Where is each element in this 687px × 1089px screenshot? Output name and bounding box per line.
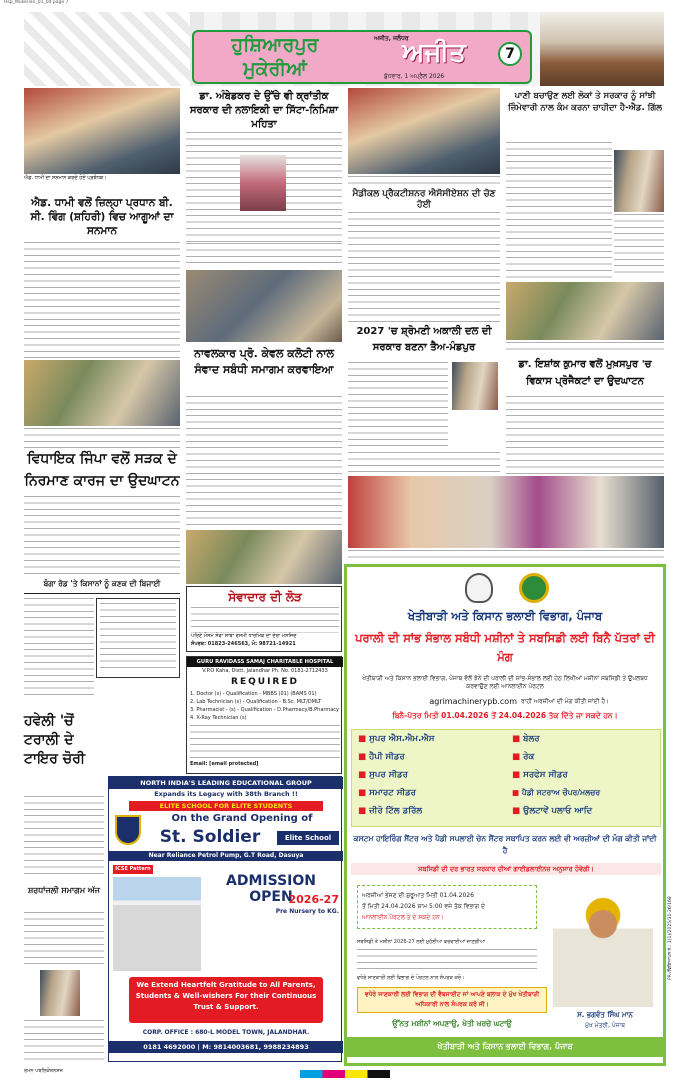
photo-story-8 [24,360,180,426]
school-expands: Expands its Legacy with 38th Branch !! [154,790,298,798]
recruit-address: V.P.O Kaha, Distt. Jalandhar Ph. No. 0181-2712433 [202,668,328,674]
recruit-role-1: 1. Doctor (s) - Qualification - MBBS (01) (BAMS 01) [190,691,317,697]
govt-banner: ਵਧੇਰੇ ਜਾਣਕਾਰੀ ਲਈ ਵਿਭਾਗ ਦੀ ਵੈਬਸਾਈਟ ਜਾਂ ਆਪਣੇ ਬਲਾਕ ਦੇ ਮੁੱਖ ਖੇਤੀਬਾੜੀ ਅਧਿਕਾਰੀ ਨਾਲ ਸੰਪਰਕ ਕਰੋ ਜੀ। [357,987,547,1013]
masthead-paper-name: ਅਜੀਤ [402,38,466,68]
school-icse: ICSE Pattern [113,865,153,874]
photo-wide [348,476,664,548]
headline-story-7: ਡਾ. ਇਸ਼ਾਂਕ ਕੁਮਾਰ ਵਲੋਂ ਮੁਖ਼ਸਪੁਰ 'ਚ ਵਿਕਾਸ ਪ੍ਰੋਜੈਕਟਾਂ ਦਾ ਉਦਘਾਟਨ [518,359,652,387]
body-story-10 [24,796,104,878]
headline-story-2: ਡਾ. ਅੰਬੇਡਕਰ ਦੇ ਉੱਚੇ ਵੀ ਕ੍ਰਾਂਤੀਕ ਸਰਕਾਰ ਦੀ ਨਲਾਇਕੀ ਦਾ ਸਿੱਟਾ-ਨਿਮਿਸ਼ਾ ਮਹਿਤਾ [189,91,339,130]
photo-story-2 [240,155,286,211]
masthead-left-title-1: ਹੁਸ਼ਿਆਰਪੁਰ [231,34,319,56]
recruit-body [190,725,340,759]
cm-title: ਮੁੱਖ ਮੰਤਰੀ, ਪੰਜਾਬ [584,1022,626,1029]
body-story-4 [506,142,612,278]
body-story-6b [348,452,500,472]
body-story-12b [24,1020,104,1060]
govt-fine-print [357,949,537,973]
headline-story-3: ਮੈਡੀਕਲ ਪ੍ਰੈਕਟੀਸ਼ਨਰ ਐਸੋਸੀਏਸ਼ਨ ਦੀ ਚੋਣ ਹੋਈ [352,189,496,210]
sevadar-body [191,607,339,633]
govt-chc: ਕਸਟਮ ਹਾਇਰਿੰਗ ਸੈਂਟਰ ਅਤੇ ਪੈਡੀ ਸਪਲਾਈ ਚੇਨ ਸੈਂਟਰ ਸਥਾਪਿਤ ਕਰਨ ਲਈ ਵੀ ਅਰਜ਼ੀਆਂ ਦੀ ਮੰਗ ਕੀਤੀ ਜਾਂਦੀ ਹੈ [353,834,657,855]
recruit-org: GURU RAVIDASS SAMAJ CHARITABLE HOSPITAL [187,657,343,667]
school-ad [108,776,342,1062]
body-story-5 [186,396,342,526]
school-session: 2026-27 [288,893,339,906]
govt-portal: agrimachinerypb.com [429,697,517,706]
recruit-role-2: 2. Lab Technician (s) - Qualification - B.Sc. MLT/DMLT [190,699,322,705]
machine-left-3: ■ ਸੁਪਰ ਸੀਡਰ [358,770,508,784]
masthead-paper-small: ਅਜੀਤ, ਜਲੰਧਰ [374,35,409,42]
school-phones: 0181 4692000 | M: 9814003681, 9988234893 [109,1041,343,1053]
govt-mid-1: ਸਬਸਿਡੀ ਤੇ ਮਸ਼ੀਨਾਂ 2026-27 ਲਈ ਮੁਹੱਈਆ ਕਰਵਾਈਆਂ ਜਾਣਗੀਆਂ [357,939,486,945]
footer-left: ਰਮਨ ਪਬਲਿਕੇਸ਼ਨਸ਼ਜ਼ [24,1068,63,1074]
boxed-story [96,598,180,678]
machine-right-1: ■ ਬੇਲਰ [512,734,660,748]
divider [24,593,180,594]
body-story-2b [186,243,342,267]
body-story-12 [24,912,104,966]
page-number-badge: 7 [498,42,522,66]
school-crest-icon [115,815,141,845]
recruit-heading: REQUIRED [231,677,299,687]
govt-slogan: ਉੱਨਤ ਮਸ਼ੀਨਾਂ ਅਪਣਾਉ, ਖੇਤੀ ਖਰਚੇ ਘਟਾਉ [392,1019,512,1028]
masthead-right-photo [540,12,664,86]
photo-story-4 [614,150,664,212]
govt-title: ਪਰਾਲੀ ਦੀ ਸਾਂਭ ਸੰਭਾਲ ਸਬੰਧੀ ਮਸ਼ੀਨਾਂ ਤੇ ਸਬਸਿਡੀ ਲਈ ਬਿਨੈ ਪੱਤਰਾਂ ਦੀ ਮੰਗ [355,631,655,664]
dates-box [357,885,537,929]
recruitment-ad [186,656,342,774]
slug-line: Hsp_Mukerian_01_04 page 7 [4,0,69,5]
photo-story-5 [186,270,342,342]
body-story-7 [506,396,664,476]
recruit-role-3: 3. Pharmacist - (s) - Qualification - D.Pharmacy/B.Pharmacy [190,707,340,713]
recruit-role-4: 4. X-Ray Technician (s) [190,715,247,721]
cm-name: ਸ. ਭਗਵੰਤ ਸਿੰਘ ਮਾਨ [577,1011,633,1019]
school-elite-line: ELITE SCHOOL FOR ELITE STUDENTS [129,801,323,811]
govt-portal-suffix: ਰਾਹੀਂ ਅਰਜ਼ੀਆਂ ਦੀ ਮੰਗ ਕੀਤੀ ਜਾਂਦੀ ਹੈ। [521,698,610,705]
govt-ad [344,564,666,1066]
govt-dept: ਖੇਤੀਬਾੜੀ ਅਤੇ ਕਿਸਾਨ ਭਲਾਈ ਵਿਭਾਗ, ਪੰਜਾਬ [407,609,603,623]
tribute-title: ਸ਼ਰਧਾਂਜਲੀ ਸਮਾਗਮ ਅੱਜ [27,886,101,895]
headline-story-5: ਨਾਵਲਕਾਰ ਪ੍ਰੋ. ਕੇਵਲ ਕਲੋਟੀ ਨਾਲ ਸੰਵਾਦ ਸਬੰਧੀ ਸਮਾਗਮ ਕਰਵਾਇਆ [194,347,334,376]
govt-emblem-icon [465,573,493,603]
caption-story-3 [348,176,500,188]
masthead-date: ਬੁੱਧਵਾਰ, 1 ਅਪ੍ਰੈਲ 2026 [384,73,445,80]
cm-photo [553,895,653,1007]
caption-story-8 [24,428,180,448]
govt-red-note: ਸਬਸਿਡੀ ਦੀ ਦਰ ਭਾਰਤ ਸਰਕਾਰ ਦੀਆਂ ਗਾਈਡਲਾਈਨਜ਼ ਅਨੁਸਾਰ ਹੋਵੇਗੀ। [351,863,661,875]
govt-side-code: PR-/ਵਿਗਿਆਪਨ ਨੰ.: 1(1)/2025/31-26/168 [668,896,673,980]
body-story-3 [348,212,500,322]
masthead-left-title-2: ਮੁਕੇਰੀਆਂ [243,58,307,80]
machine-left-4: ■ ਸਮਾਰਟ ਸੀਡਰ [358,788,508,802]
school-name: St. Soldier [159,827,261,847]
recruit-email: Email: [email protected] [190,761,259,767]
govt-deadline: ਬਿਨੈ-ਪੱਤਰ ਮਿਤੀ 01.04.2026 ਤੋਂ 24.04.2026 ਤੱਕ ਦਿੱਤੇ ਜਾ ਸਕਦੇ ਹਨ। [392,711,618,720]
sevadar-line: ਪਰਿਣੇ ਮੌਸਮ ਸੇਵਾ ਸਾਬਾ ਰਸਮੀ ਧਾਰਮਿਕ ਦਾ ਦੇਰਾ ਮਸਜਿਦ [191,633,297,639]
dates-line-2: ਤੋਂ ਮਿਤੀ 24.04.2026 ਸ਼ਾਮ 5:00 ਵਜੇ ਤੱਕ ਵਿਭਾਗ ਦੇ [362,903,485,910]
school-grand: On the Grand Opening of [171,813,313,824]
photo-story-6 [452,362,498,410]
machine-left-5: ■ ਜ਼ੀਰੋ ਟਿੱਲ ਡਰਿੱਲ [358,806,508,820]
dates-line-1: ਅਰਜ਼ੀਆਂ ਭੇਜਣ ਦੀ ਸ਼ੁਰੂਆਤ ਮਿਤੀ 01.04.2026 [362,892,474,899]
body-story-6 [348,362,448,450]
govt-mid-2: ਵਧੇਰੇ ਜਾਣਕਾਰੀ ਲਈ ਵਿਭਾਗ ਦੇ ਪੋਰਟਲ ਨਾਲ ਸੰਪਰਕ ਕਰੋ। [357,975,465,981]
caption-story-7 [506,342,664,354]
machine-right-5: ■ ਉਲਟਾਵੇਂ ਪਲਾਓ ਆਦਿ [512,806,660,820]
masthead [192,30,532,84]
school-gratitude: We Extend Heartfelt Gratitude to All Parents, Students & Well-wishers For their Continuous Trust & Support. [129,977,323,1023]
school-classes: Pre Nursery to KG. [275,908,339,915]
photo-story-7 [506,282,664,340]
school-location: Near Reliance Petrol Pump, G.T Road, Dasuya [109,851,343,861]
school-top-line: NORTH INDIA'S LEADING EDUCATIONAL GROUP [109,777,343,789]
tribute-photo [40,970,80,1016]
headline-story-8: ਵਿਧਾਇਕ ਜਿੰਪਾ ਵਲੋਂ ਸੜਕ ਦੇ ਨਿਰਮਾਣ ਕਾਰਜ ਦਾ ਉਦਘਾਟਨ [24,451,180,489]
masthead-left-decor [24,12,190,86]
school-office: CORP. OFFICE : 680-L MODEL TOWN, JALANDHAR. [142,1029,310,1036]
body-story-4b [614,214,664,278]
headline-story-1: ਐਡ. ਧਾਮੀ ਵਲੋਂ ਜ਼ਿਲ੍ਹਾ ਪ੍ਰਧਾਨ ਬੀ. ਸੀ. ਵਿੰਗ (ਸ਼ਹਿਰੀ) ਵਿਚ ਆਗੂਆਂ ਦਾ ਸਨਮਾਨ [30,197,174,237]
headline-story-6: 2027 'ਚ ਸ਼੍ਰੋਮਣੀ ਅਕਾਲੀ ਦਲ ਦੀ ਸਰਕਾਰ ਬਣਨਾ ਤੈਅ-ਮੰਡਪੁਰ [356,326,492,353]
machine-left-1: ■ ਸੁਪਰ ਐਸ.ਐਮ.ਐਸ [358,734,508,748]
caption-story-1: ਐਡ. ਧਾਮੀ ਦਾ ਸਨਮਾਨ ਕਰਦੇ ਹੋਏ ਪ੍ਰਬੰਧਕ। [24,175,107,181]
photo-story-1 [24,88,180,174]
machine-left-2: ■ ਹੈਪੀ ਸੀਡਰ [358,752,508,766]
machine-right-4: ■ ਪੈਡੀ ਸਟਰਾਅ ਚੌਪਰ/ਮਲਚਰ [512,788,660,802]
body-story-8 [24,496,180,576]
machine-right-3: ■ ਸਰਫੇਸ ਸੀਡਰ [512,770,660,784]
body-story-11a [24,598,94,696]
headline-story-4: ਪਾਣੀ ਬਚਾਉਣ ਲਈ ਲੋਕਾਂ ਤੇ ਸਰਕਾਰ ਨੂੰ ਸਾਂਝੀ ਜ਼ਿੰਮੇਵਾਰੀ ਨਾਲ ਕੰਮ ਕਰਨਾ ਚਾਹੀਦਾ ਹੈ-ਐਡ. ਗਿੱਲ [507,91,663,113]
color-registration-bar [300,1070,390,1078]
photo-story-3 [348,88,500,174]
agri-logo-icon [519,573,549,603]
caption-wide [348,550,664,562]
dates-line-3: ਆਨਲਾਈਨ ਪੋਰਟਲ ਤੇ ਦੇ ਸਕਦੇ ਹਨ। [362,914,444,921]
school-building [113,877,201,971]
machine-right-2: ■ ਰੇਕ [512,752,660,766]
govt-intro: ਖੇਤੀਬਾੜੀ ਅਤੇ ਕਿਸਾਨ ਭਲਾਈ ਵਿਭਾਗ, ਪੰਜਾਬ ਵੱਲੋਂ ਝੋਨੇ ਦੀ ਪਰਾਲੀ ਦੀ ਸਾਂਭ-ਸੰਭਾਲ ਲਈ ਹੇਠ ਲਿਖੀਆਂ ਮਸ਼ੀਨਾਂ ਸਬਸਿਡੀ ਤੇ ਉਪਲਬਧ ਕਰਵਾਉਣ ਲਈ ਆਨਲਾਈਨ ਪੋਰਟਲ [362,675,648,690]
sevadar-ad [186,586,342,652]
govt-footer: ਖੇਤੀਬਾੜੀ ਅਤੇ ਕਿਸਾਨ ਭਲਾਈ ਵਿਭਾਗ, ਪੰਜਾਬ [347,1037,663,1057]
sevadar-contact: ਸੰਪਰਕ: 01823-246563, ਮੋ: 98721-14921 [191,641,296,647]
photo-story-5b [186,530,342,584]
sevadar-title: ਸੇਵਾਦਾਰ ਦੀ ਲੋੜ [228,590,302,604]
school-admission: ADMISSION OPEN [226,873,316,905]
machines-panel [351,729,661,827]
headline-story-10: ਹਵੇਲੀ 'ਚੋਂ ਟਰਾਲੀ ਦੇ ਟਾਇਰ ਚੋਰੀ [24,713,86,767]
school-name-tag: Elite School [277,831,339,845]
body-story-1 [24,242,180,360]
headline-story-11: ਬੰਗਾ ਰੋਡ 'ਤੇ ਕਿਸਾਨਾਂ ਨੂੰ ਕਣਕ ਦੀ ਬਿਜਾਈ [43,579,161,588]
